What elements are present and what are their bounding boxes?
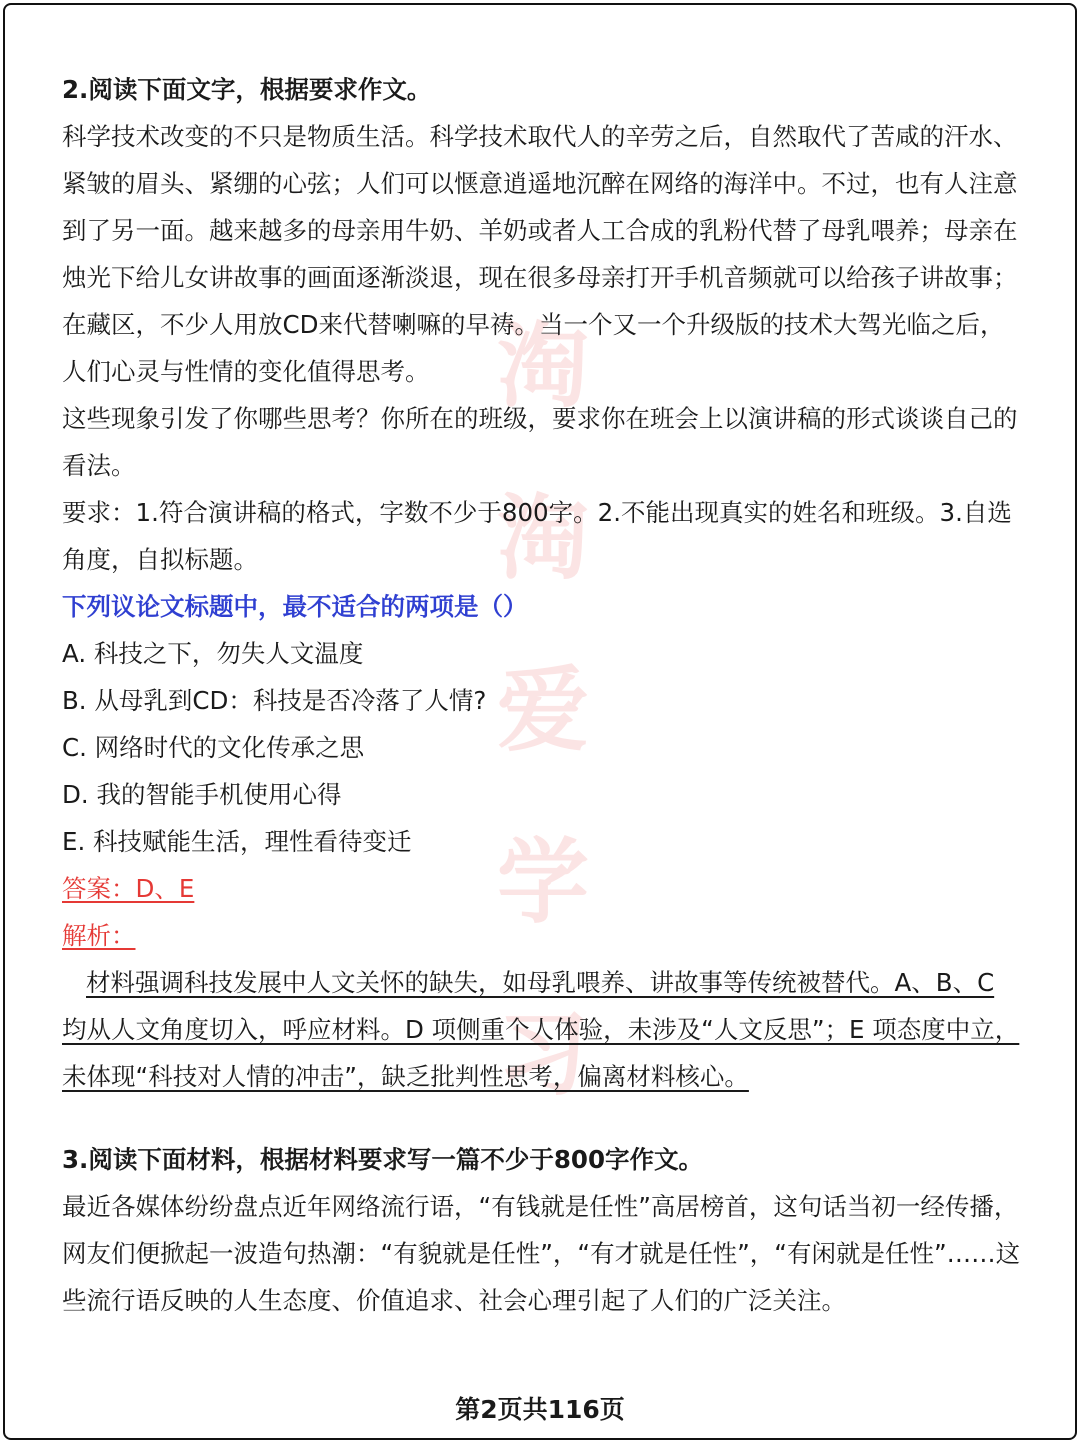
watermark-char: 学	[496, 828, 589, 936]
q2-question: 下列议论文标题中，最不适合的两项是（）	[62, 592, 528, 621]
watermark-char: 爱	[496, 656, 589, 764]
analysis-text: 材料强调科技发展中人文关怀的缺失，如母乳喂养、讲故事等传统被替代。A、B、C 均从人文角度切入，呼应材料。D 项侧重个人体验，未涉及“人文反思”；E 项态度中立，未体现“科技对人情的冲击”，缺乏批判性思考，偏离材料核心。	[62, 968, 1020, 1091]
option-d: D. 我的智能手机使用心得	[62, 780, 342, 809]
q3-material: 最近各媒体纷纷盘点近年网络流行语，“有钱就是任性”高居榜首，这句话当初一经传播，网友们便掀起一波造句热潮：“有貌就是任性”，“有才就是任性”，“有闲就是任性”……这些流行语反映的人生态度、价值追求、社会心理引起了人们的广泛关注。	[62, 1192, 1021, 1315]
analysis-label: 解析：	[62, 921, 136, 950]
answer-line	[62, 865, 1022, 912]
watermark-char: 淘	[496, 484, 589, 592]
q2-requirement: 要求：1.符合演讲稿的格式，字数不少于800字。2.不能出现真实的姓名和班级。3.自选角度，自拟标题。	[62, 498, 1012, 574]
option-b: B. 从母乳到CD：科技是否冷落了人情?	[62, 686, 487, 715]
answer: 答案：D、E	[62, 874, 195, 903]
option-a: A. 科技之下，勿失人文温度	[62, 639, 364, 668]
analysis-paragraph	[62, 959, 1022, 1100]
analysis-body	[62, 968, 1019, 1091]
option-c: C. 网络时代的文化传承之思	[62, 733, 365, 762]
q2-material: 科学技术改变的不只是物质生活。科学技术取代人的辛劳之后，自然取代了苦咸的汗水、紧皱的眉头、紧绷的心弦；人们可以惬意逍遥地沉醉在网络的海洋中。不过，也有人注意到了另一面。越来越多的母亲用牛奶、羊奶或者人工合成的乳粉代替了母乳喂养；母亲在烛光下给儿女讲故事的画面逐渐淡退，现在很多母亲打开手机音频就可以给孩子讲故事；在藏区，不少人用放CD来代替喇嘛的早祷。当一个又一个升级版的技术大驾光临之后，人们心灵与性情的变化值得思考。	[62, 122, 1018, 386]
option-e: E. 科技赋能生活，理性看待变迁	[62, 827, 412, 856]
q3-title: 3.阅读下面材料，根据材料要求写一篇不少于800字作文。	[62, 1145, 703, 1174]
q2-title: 2.阅读下面文字，根据要求作文。	[62, 75, 432, 104]
watermark-char: 习	[496, 1000, 589, 1108]
q2-prompt: 这些现象引发了你哪些思考？你所在的班级，要求你在班会上以演讲稿的形式谈谈自己的看法。	[62, 404, 1018, 480]
section-gap	[62, 1100, 1022, 1136]
analysis-label-line	[62, 912, 1022, 959]
page-number: 第2页共116页	[455, 1395, 625, 1424]
watermark-char: 淘	[496, 312, 589, 420]
content	[62, 66, 1022, 1324]
